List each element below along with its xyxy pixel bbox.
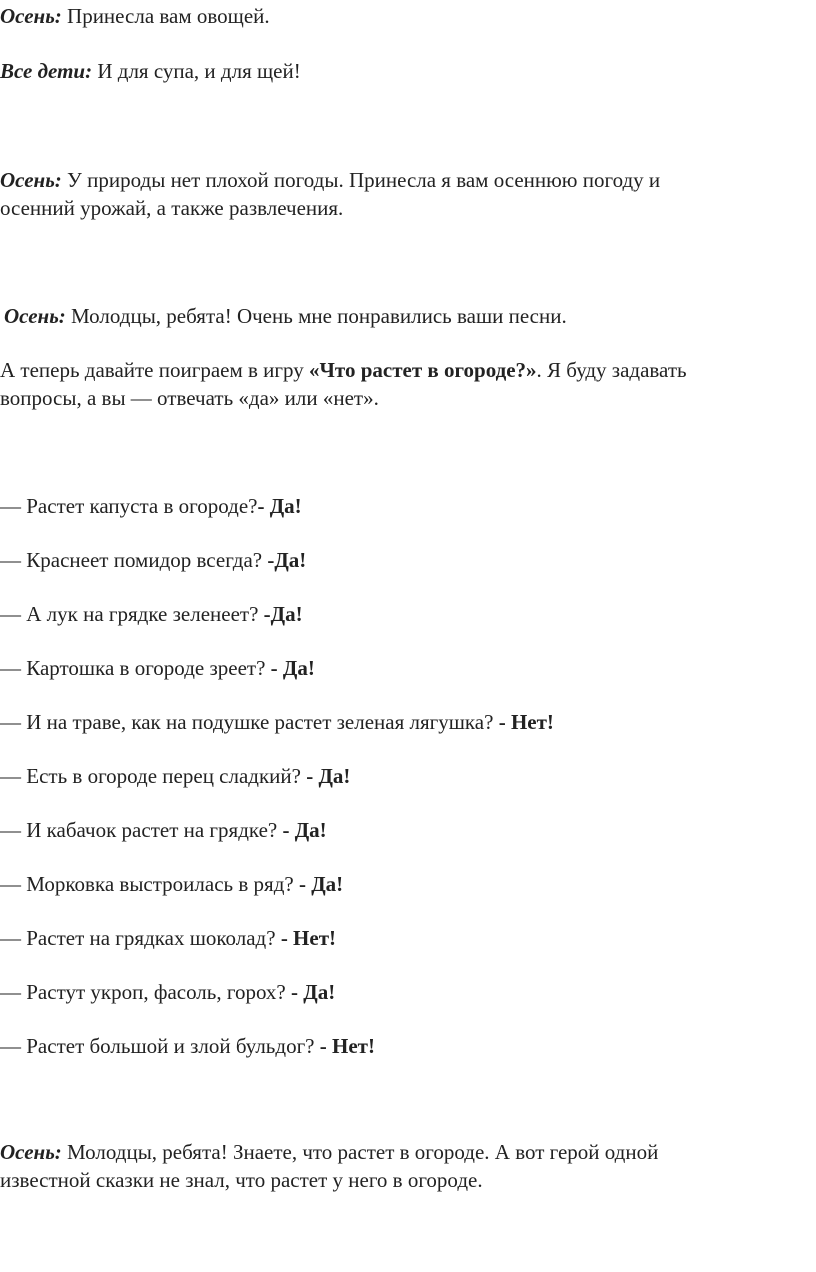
- intro-line: [0, 356, 687, 384]
- speaker-label: Осень:: [4, 304, 66, 328]
- answer-text: - Да!: [306, 764, 351, 788]
- dialogue-text: Молодцы, ребята! Очень мне понравились ваши песни.: [71, 304, 567, 328]
- answer-text: - Нет!: [498, 710, 554, 734]
- question-text: — Морковка выстроилась в ряд?: [0, 872, 299, 896]
- closing-line: [0, 1138, 658, 1166]
- answer-text: -Да!: [263, 602, 303, 626]
- question-item: [0, 546, 306, 574]
- question-item: [0, 816, 327, 844]
- dialogue-text: И для супа, и для щей!: [97, 59, 301, 83]
- question-item: [0, 1032, 375, 1060]
- answer-text: - Да!: [298, 872, 344, 896]
- answer-text: - Нет!: [280, 926, 337, 950]
- question-item: [0, 924, 336, 952]
- speaker-label: Осень:: [0, 1140, 62, 1164]
- dialogue-text: Принесла вам овощей.: [67, 4, 270, 28]
- answer-text: - Да!: [282, 818, 327, 842]
- question-item: [0, 708, 554, 736]
- answer-text: -Да!: [267, 548, 307, 572]
- question-text: — А лук на грядке зеленеет?: [0, 602, 264, 626]
- game-title: «Что растет в огороде?»: [309, 358, 537, 382]
- intro-text-end: . Я буду задавать: [536, 358, 687, 382]
- dialogue-text-continued: осенний урожай, а также развлечения.: [0, 196, 344, 220]
- question-item: [0, 600, 303, 628]
- question-item: [0, 870, 343, 898]
- dialogue-line: [4, 302, 567, 330]
- dialogue-line: [0, 57, 301, 85]
- speaker-label: Все дети:: [0, 59, 93, 83]
- speaker-label: Осень:: [0, 4, 62, 28]
- intro-line-2: вопросы, а вы — отвечать «да» или «нет».: [0, 386, 379, 410]
- question-text: — Есть в огороде перец сладкий?: [0, 764, 307, 788]
- closing-text: Молодцы, ребята! Знаете, что растет в огороде. А вот герой одной: [67, 1140, 659, 1164]
- answer-text: - Да!: [270, 656, 315, 680]
- dialogue-line: [0, 166, 660, 194]
- question-text: — Растет большой и злой бульдог?: [0, 1034, 320, 1058]
- answer-text: - Да!: [291, 980, 336, 1004]
- closing-text-continued: известной сказки не знал, что растет у него в огороде.: [0, 1168, 483, 1192]
- question-text: — Растут укроп, фасоль, горох?: [0, 980, 292, 1004]
- answer-text: - Да!: [257, 494, 302, 518]
- dialogue-text: У природы нет плохой погоды. Принесла я вам осеннюю погоду и: [67, 168, 661, 192]
- dialogue-line: [0, 2, 270, 30]
- answer-text: - Нет!: [319, 1034, 375, 1058]
- speaker-label: Осень:: [0, 168, 62, 192]
- question-text: — Растет капуста в огороде?: [0, 494, 258, 518]
- intro-text-start: А теперь давайте поиграем в игру: [0, 358, 310, 382]
- question-text: — И кабачок растет на грядке?: [0, 818, 283, 842]
- question-item: [0, 654, 315, 682]
- question-item: [0, 492, 302, 520]
- question-item: [0, 762, 350, 790]
- question-item: [0, 978, 335, 1006]
- question-text: — И на траве, как на подушке растет зеленая лягушка?: [0, 710, 499, 734]
- question-text: — Растет на грядках шоколад?: [0, 926, 281, 950]
- question-text: — Краснеет помидор всегда?: [0, 548, 268, 572]
- question-text: — Картошка в огороде зреет?: [0, 656, 271, 680]
